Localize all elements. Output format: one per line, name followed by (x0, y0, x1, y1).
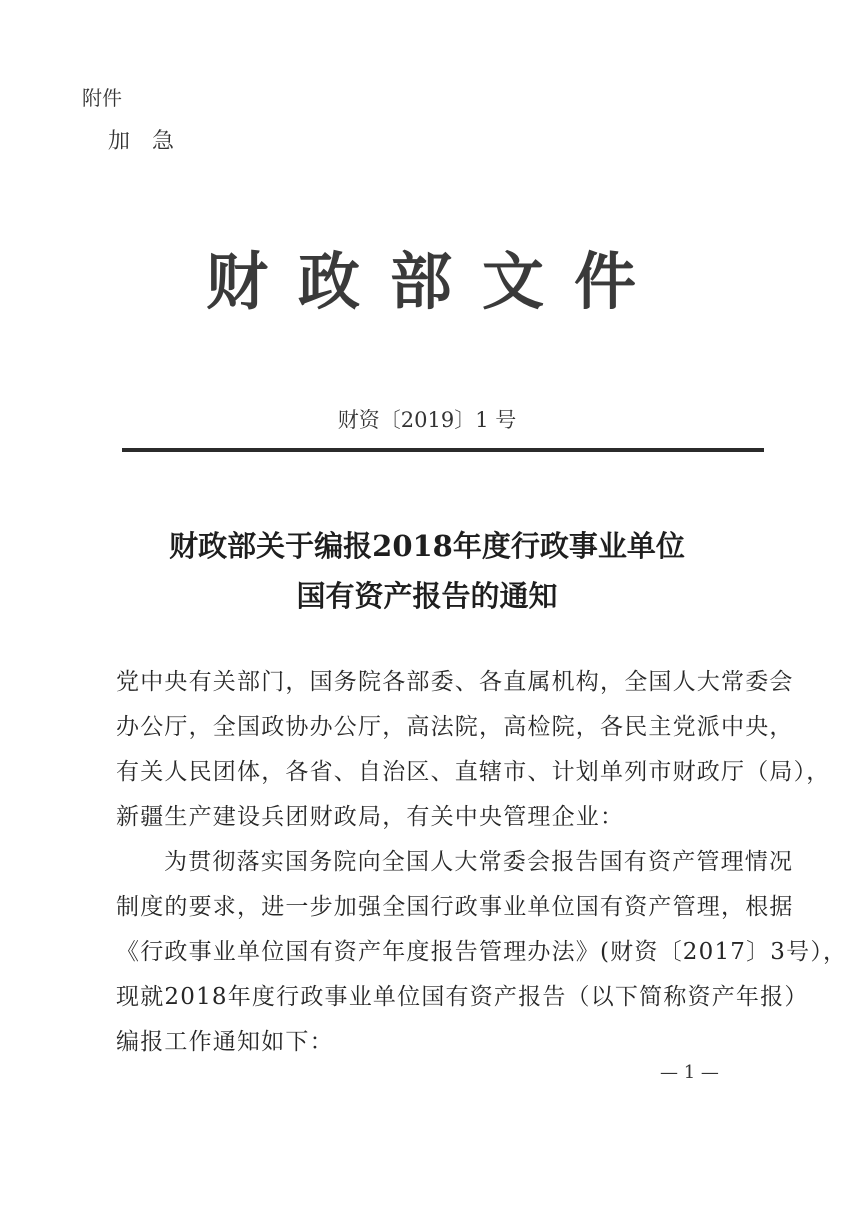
paragraph-line: 为贯彻落实国务院向全国人大常委会报告国有资产管理情况 (164, 849, 794, 875)
paragraph-line: 制度的要求，进一步加强全国行政事业单位国有资产管理，根据 (116, 894, 794, 920)
urgency-label: 加急 (108, 129, 197, 154)
document-number: 财资〔2019〕1 号 (337, 408, 517, 432)
addressee-line: 党中央有关部门，国务院各部委、各直属机构，全国人大常委会 (116, 669, 794, 695)
paragraph-line: 《行政事业单位国有资产年度报告管理办法》(财资〔2017〕3号）， (116, 939, 848, 965)
document-title-line-2: 国有资产报告的通知 (296, 579, 558, 613)
page-number: — 1 — (660, 1062, 719, 1083)
issuer-heading: 财政部文件 (205, 245, 666, 318)
addressee-line: 有关人民团体，各省、自治区、直辖市、计划单列市财政厅（局）， (116, 759, 831, 785)
document-title-line-1: 财政部关于编报2018年度行政事业单位 (169, 529, 685, 563)
addressees-block (116, 660, 831, 840)
addressee-line: 办公厅，全国政协办公厅，高法院，高检院，各民主党派中央， (116, 714, 794, 740)
paragraph-line: 编报工作通知如下： (116, 1029, 334, 1055)
addressee-line: 新疆生产建设兵团财政局，有关中央管理企业： (116, 804, 625, 830)
body-paragraph (116, 840, 848, 1065)
header-divider (122, 448, 764, 452)
attachment-label: 附件 (82, 86, 122, 110)
paragraph-line: 现就2018年度行政事业单位国有资产报告（以下简称资产年报） (116, 984, 809, 1010)
